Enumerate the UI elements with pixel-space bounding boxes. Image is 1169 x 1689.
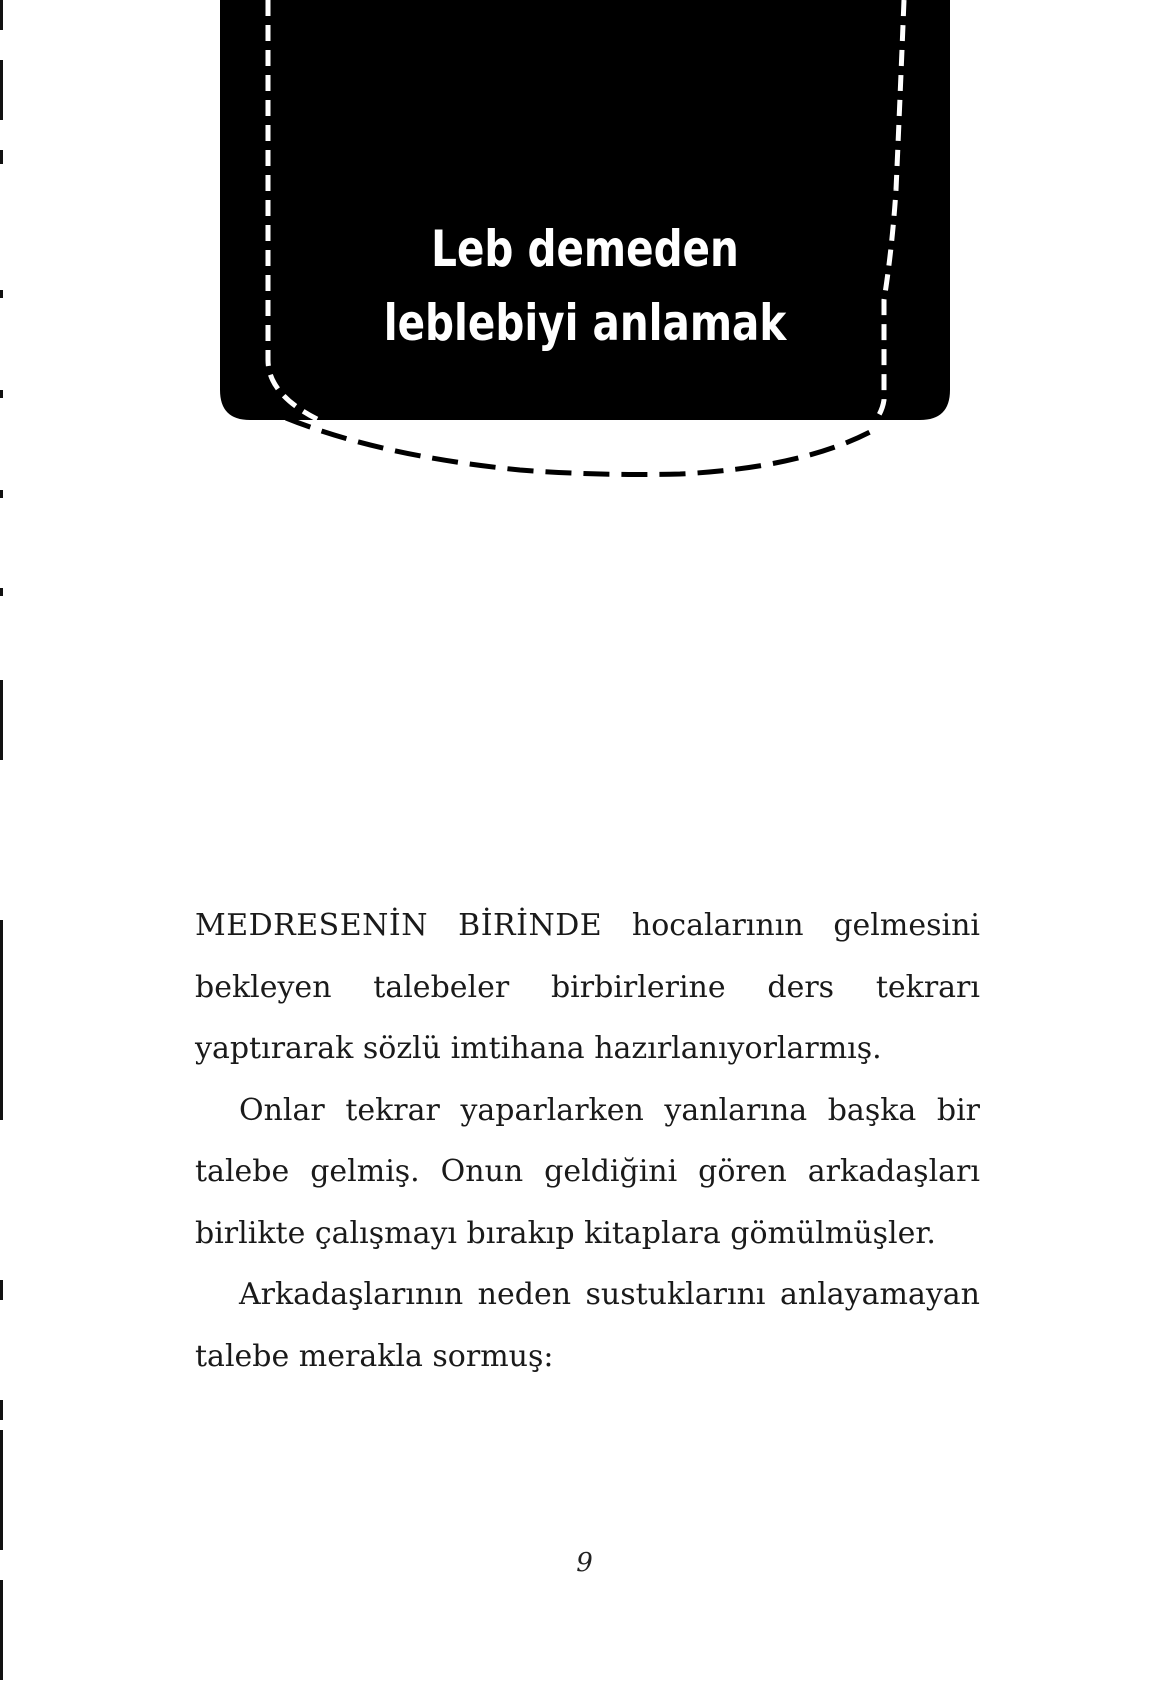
paragraph-2: Onlar tekrar yaparlarken yanlarına başka bir talebe gelmiş. Onun geldiğini gören arkadaşları birlikte çalışmayı bırakıp kitaplara gömülmüşler. [195,1092,980,1251]
chapter-title-line-2: leblebiyi anlamak [383,294,787,352]
paragraph-1-text: hocalarının gelmesini bekleyen talebeler birbirlerine ders tekrarı yaptırarak sözlü imtihana hazırlanıyorlarmış. [195,908,980,1066]
chapter-title-line-1: Leb demeden [431,220,739,278]
chapter-title-tab [0,0,1169,500]
paragraph-3: Arkadaşlarının neden sustuklarını anlayamayan talebe merakla sormuş: [195,1277,980,1374]
body-text [195,895,980,1387]
lead-caps: MEDRESENİN BİRİNDE [195,908,603,943]
chapter-title [257,212,914,360]
paragraph-1 [195,895,980,1080]
page-number: 9 [576,1548,593,1578]
